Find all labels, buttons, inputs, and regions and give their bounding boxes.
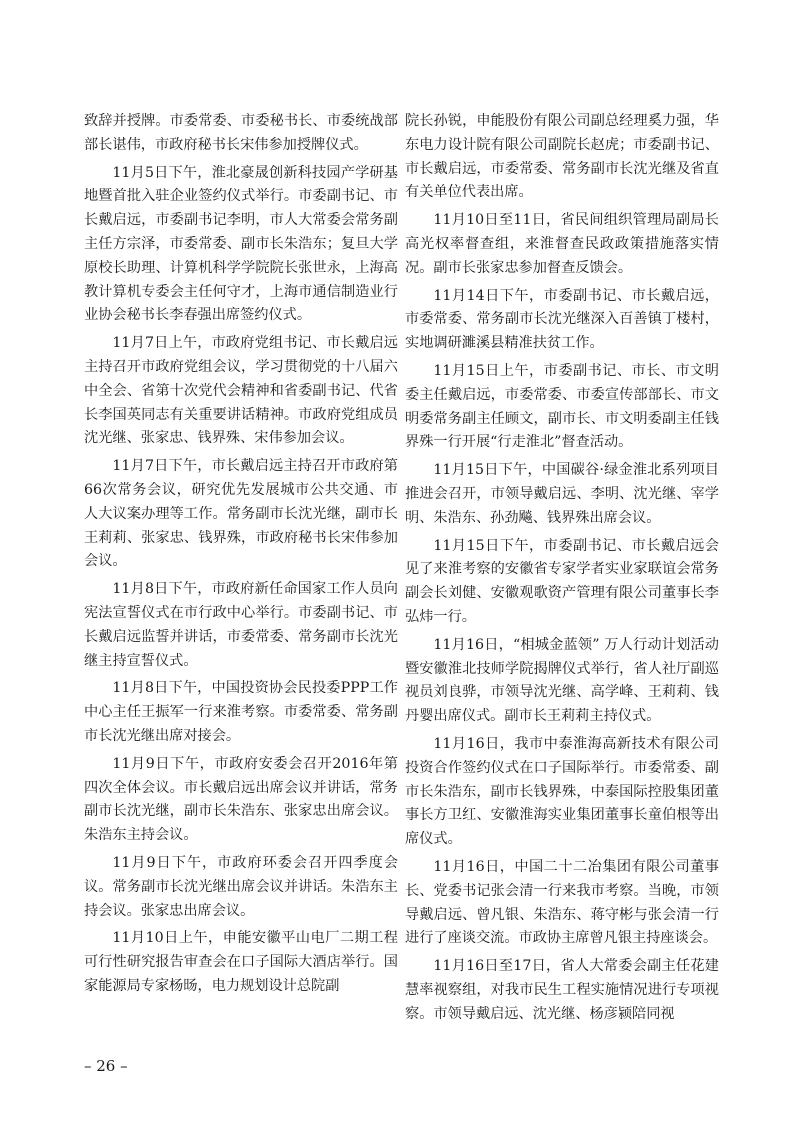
paragraph: 11月15日下午，市委副书记、市长戴启远会见了来淮考察的安徽省专家学者实业家联谊会常务副会长刘健、安徽观歌资产管理有限公司董事长李弘炜一行。 bbox=[405, 537, 719, 625]
paragraph: 11月10日至11日，省民间组织管理局副局长高光权率督查组，来淮督查民政政策措施落实情况。副市长张家忠参加督查反馈会。 bbox=[405, 212, 719, 276]
paragraph: 11月16日，中国二十二冶集团有限公司董事长、党委书记张会清一行来我市考察。当晚，市领导戴启远、曾凡银、朱浩东、蒋守彬与张会清一行进行了座谈交流。市政协主席曾凡银主持座谈会。 bbox=[405, 858, 719, 947]
paragraph: 11月8日下午，市政府新任命国家工作人员向宪法宣誓仪式在市行政中心举行。市委副书记、市长戴启远监誓并讲话，市委常委、常务副市长沈光继主持宣誓仪式。 bbox=[84, 581, 398, 669]
page-number: – 26 – bbox=[84, 1057, 128, 1075]
paragraph: 11月16日至17日，省人大常委会副主任花建慧率视察组，对我市民生工程实施情况进行专项视察。市领导戴启远、沈光继、杨彦颍陪同视 bbox=[405, 958, 719, 1022]
paragraph: 11月16日，我市中泰淮海高新技术有限公司投资合作签约仪式在口子国际举行。市委常委、副市长朱浩东，副市长钱界殊，中泰国际控股集团董事长方卫红、安徽淮海实业集团董事长童伯根等出席仪式。 bbox=[405, 735, 719, 848]
right-column bbox=[405, 110, 719, 1030]
paragraph: 11月9日下午，市政府安委会召开2016年第四次全体会议。市长戴启远出席会议并讲话，常务副市长沈光继，副市长朱浩东、张家忠出席会议。朱浩东主持会议。 bbox=[84, 755, 398, 844]
paragraph: 院长孙锐，申能股份有限公司副总经理奚力强，华东电力设计院有限公司副院长赵虎；市委副书记、市长戴启远，市委常委、常务副市长沈光继及省直有关单位代表出席。 bbox=[405, 113, 719, 201]
paragraph: 11月15日上午，市委副书记、市长、市文明委主任戴启远，市委常委、市委宣传部部长、市文明委常务副主任顾文，副市长、市文明委副主任钱界殊一行开展“行走淮北”督查活动。 bbox=[405, 362, 719, 451]
paragraph: 11月9日下午，市政府环委会召开四季度会议。常务副市长沈光继出席会议并讲话。朱浩东主持会议。张家忠出席会议。 bbox=[84, 854, 398, 919]
paragraph: 致辞并授牌。市委常委、市委秘书长、市委统战部部长谌伟，市政府秘书长宋伟参加授牌仪式。 bbox=[84, 113, 398, 153]
paragraph: 11月16日，“相城金蓝领” 万人行动计划活动暨安徽淮北技师学院揭牌仪式举行，省人社厅副巡视员刘良骅，市领导沈光继、高学峰、王莉莉、钱丹婴出席仪式。副市长王莉莉主持仪式。 bbox=[405, 636, 719, 725]
paragraph: 11月7日下午，市长戴启远主持召开市政府第66次常务会议，研究优先发展城市公共交通、市人大议案办理等工作。常务副市长沈光继，副市长王莉莉、张家忠、钱界殊，市政府秘书长宋伟参加会议。 bbox=[84, 458, 398, 570]
paragraph: 11月10日上午，申能安徽平山电厂二期工程可行性研究报告审查会在口子国际大酒店举行。国家能源局专家杨旸，电力规划设计总院副 bbox=[84, 930, 398, 994]
paragraph: 11月5日下午，淮北豪晟创新科技园产学研基地暨首批入驻企业签约仪式举行。市委副书记、市长戴启远，市委副书记李明，市人大常委会常务副主任方宗泽，市委常委、副市长朱浩东；复旦大学原校长助理、计算机科学学院院长张世永，上海高教计算机专委会主任何守才，上海市通信制造业行业协会秘书长李春强出席签约仪式。 bbox=[84, 164, 398, 324]
paragraph: 11月15日下午，中国碳谷·绿金淮北系列项目推进会召开，市领导戴启远、李明、沈光继、宰学明、朱浩东、孙劲飚、钱界殊出席会议。 bbox=[405, 462, 719, 526]
left-column bbox=[84, 110, 398, 1003]
paragraph: 11月7日上午，市政府党组书记、市长戴启远主持召开市政府党组会议，学习贯彻党的十八届六中全会、省第十次党代会精神和省委副书记、代省长李国英同志有关重要讲话精神。市政府党组成员沈光继、张家忠、钱界殊、宋伟参加会议。 bbox=[84, 335, 398, 447]
paragraph: 11月14日下午，市委副书记、市长戴启远，市委常委、常务副市长沈光继深入百善镇丁楼村，实地调研濉溪县精准扶贫工作。 bbox=[405, 287, 719, 352]
paragraph: 11月8日下午，中国投资协会民投委PPP工作中心主任王振军一行来淮考察。市委常委、常务副市长沈光继出席对接会。 bbox=[84, 680, 398, 744]
